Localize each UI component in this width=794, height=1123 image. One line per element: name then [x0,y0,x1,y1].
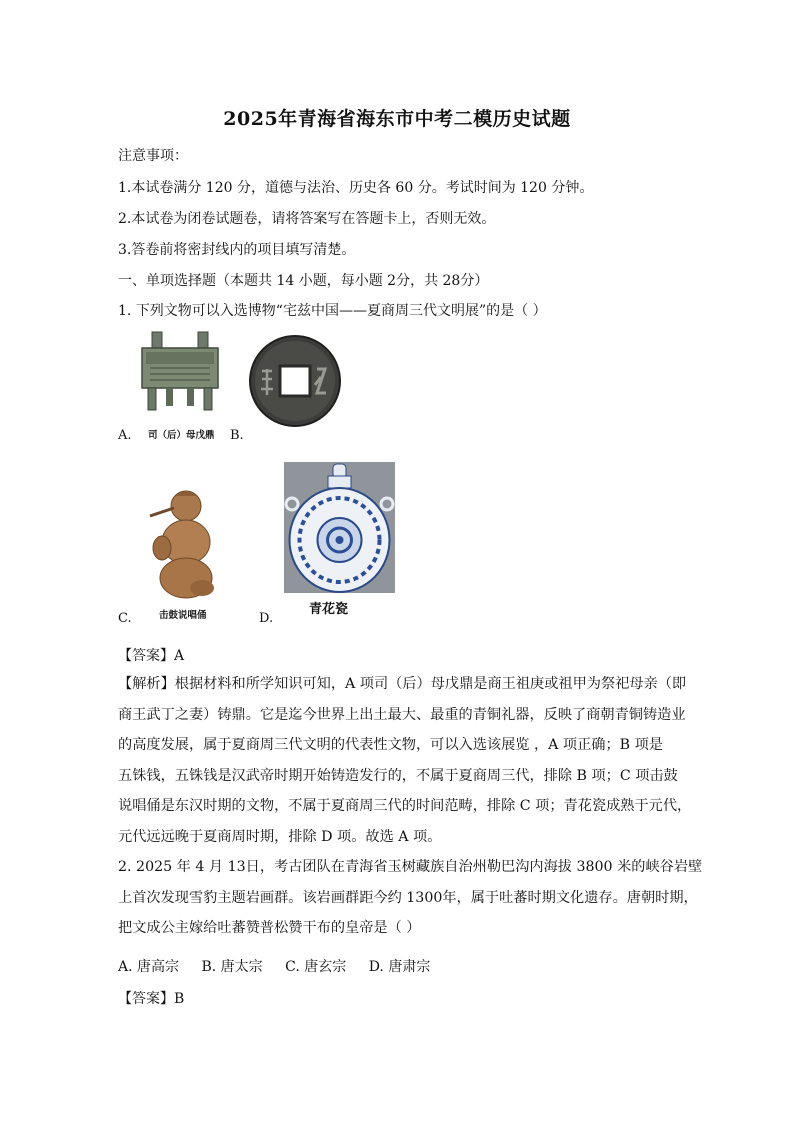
clay-storyteller-figurine-icon [142,486,226,602]
q1-option-c-caption: 击鼓说唱俑 [159,610,207,621]
q1-option-d-letter: D. [259,611,274,626]
q1-analysis-line-6: 元代远远晚于夏商周时期，排除 D 项。故选 A 项。 [118,828,442,845]
section-heading: 一、单项选择题（本题共 14 小题，每小题 2分，共 28分） [118,273,489,289]
q1-analysis [118,669,692,852]
bronze-ding-vessel-icon [134,330,226,418]
q1-answer: 【答案】A [118,648,185,664]
q2-stem-line-3: 把文成公主嫁给吐蕃赞普松赞干布的皇帝是（ ） [118,920,421,936]
notice-item-1: 1.本试卷满分 120 分，道德与法治、历史各 60 分。考试时间为 120 分钟。 [118,180,594,196]
q1-option-a-letter: A. [118,428,132,443]
notice-item-2: 2.本试卷为闭卷试题卷，请将答案写在答题卡上，否则无效。 [118,211,496,227]
q1-stem: 1. 下列文物可以入选博物“宅兹中国——夏商周三代文明展”的是（ ） [118,303,547,319]
q1-analysis-line-5: 说唱俑是东汉时期的文物，不属于夏商周三代的时间范畴，排除 C 项；青花瓷成熟于元代， [118,798,692,814]
blue-white-porcelain-flask-icon [284,462,395,593]
q1-analysis-line-4: 五铢钱，五铢钱是汉武帝时期开始铸造发行的，不属于夏商周三代，排除 B 项；C 项击鼓 [118,767,678,784]
page-title: 2025年青海省海东市中考二模历史试题 [223,108,571,130]
q1-option-c-letter: C. [118,611,132,626]
q1-option-a-caption: 司（后）母戊鼎 [148,430,215,441]
q2-choice-c: C. 唐玄宗 [285,959,347,975]
q1-analysis-line-1: 【解析】根据材料和所学知识可知，A 项司（后）母戊鼎是商王祖庚或祖甲为祭祀母亲（即 [118,676,687,692]
q2-stem-line-2: 上首次发现雪豹主题岩画群。该岩画群距今约 1300年，属于吐蕃时期文化遗存。唐朝时期， [118,889,698,906]
q2-stem-line-1: 2. 2025 年 4 月 13日，考古团队在青海省玉树藏族自治州勒巴沟内海拔 3800 米的峡谷岩壁 [118,859,703,875]
q2-choices [118,956,448,976]
q2-choice-d: D. 唐肃宗 [368,959,431,975]
q1-analysis-line-3: 的高度发展，属于夏商周三代文明的代表性文物，可以入选该展览 ，A 项正确；B 项是 [118,737,663,753]
q2-choice-a: A. 唐高宗 [118,959,180,975]
notice-item-3: 3.答卷前将密封线内的项目填写清楚。 [118,242,356,258]
wuzhu-coin-icon [249,331,341,431]
q2-choice-b: B. 唐太宗 [201,959,263,975]
q2-answer: 【答案】B [118,991,185,1007]
q1-analysis-line-2: 商王武丁之妻）铸鼎。它是迄今世界上出土最大、最重的青铜礼器，反映了商朝青铜铸造业 [118,706,686,723]
q1-option-d-caption: 青花瓷 [309,602,349,617]
q1-option-b-letter: B. [230,428,244,443]
notice-heading: 注意事项： [118,148,188,164]
q2-stem [118,852,703,944]
